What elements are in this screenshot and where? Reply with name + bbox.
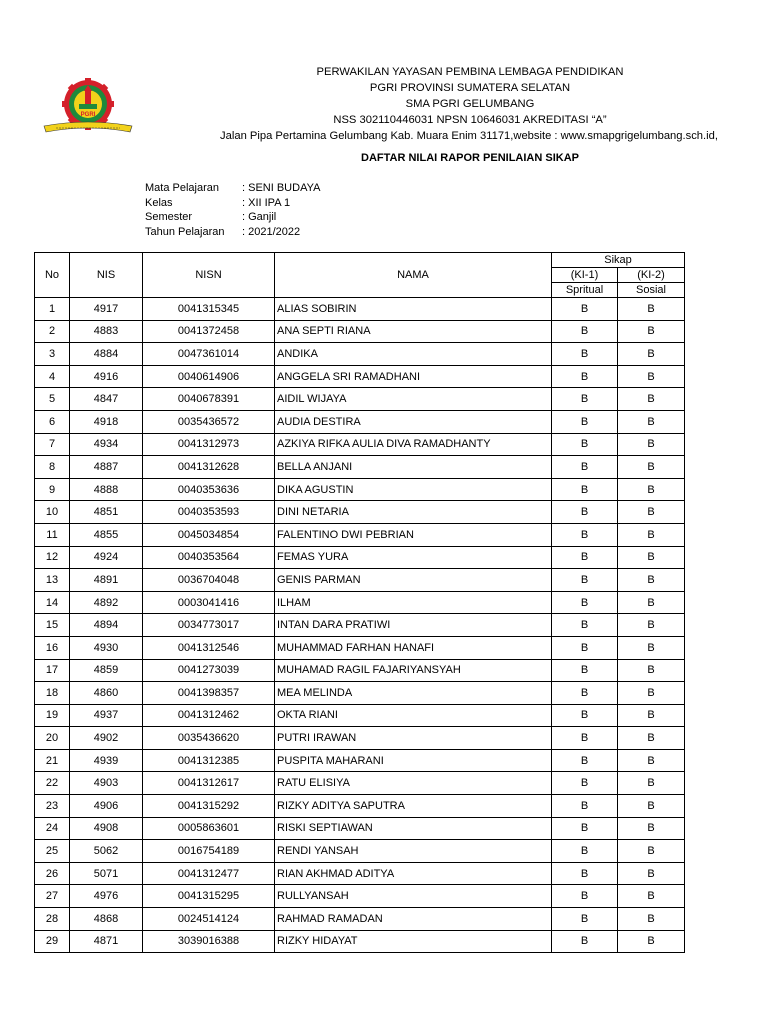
- table-row: [35, 795, 685, 818]
- cell-spiritual: B: [552, 930, 618, 953]
- header-ki2: (KI-2): [618, 268, 685, 283]
- cell-sosial: B: [618, 772, 685, 795]
- cell-nisn: 0003041416: [143, 591, 275, 614]
- cell-no: 17: [35, 659, 70, 682]
- cell-nisn: 0024514124: [143, 908, 275, 931]
- table-row: [35, 501, 685, 524]
- cell-nisn: 0040353564: [143, 546, 275, 569]
- cell-sosial: B: [618, 591, 685, 614]
- header-nama: NAMA: [275, 253, 552, 298]
- cell-sosial: B: [618, 795, 685, 818]
- meta-label: Mata Pelajaran: [145, 182, 219, 194]
- cell-nis: 4888: [70, 478, 143, 501]
- cell-nis: 4903: [70, 772, 143, 795]
- cell-sosial: B: [618, 636, 685, 659]
- table-row: [35, 591, 685, 614]
- cell-sosial: B: [618, 930, 685, 953]
- table-row: [35, 365, 685, 388]
- table-row: [35, 749, 685, 772]
- cell-sosial: B: [618, 298, 685, 321]
- cell-sosial: B: [618, 614, 685, 637]
- cell-no: 18: [35, 682, 70, 705]
- cell-no: 9: [35, 478, 70, 501]
- table-row: [35, 388, 685, 411]
- cell-no: 15: [35, 614, 70, 637]
- cell-sosial: B: [618, 840, 685, 863]
- cell-nama: RAHMAD RAMADAN: [275, 908, 552, 931]
- cell-no: 11: [35, 523, 70, 546]
- cell-nama: RIZKY ADITYA SAPUTRA: [275, 795, 552, 818]
- cell-sosial: B: [618, 523, 685, 546]
- header-line-province: PGRI PROVINSI SUMATERA SELATAN: [369, 82, 571, 94]
- cell-nis: 4860: [70, 682, 143, 705]
- cell-sosial: B: [618, 320, 685, 343]
- cell-sosial: B: [618, 908, 685, 931]
- cell-spiritual: B: [552, 388, 618, 411]
- header-line-foundation: PERWAKILAN YAYASAN PEMBINA LEMBAGA PENDIDIKAN: [316, 66, 624, 78]
- cell-no: 2: [35, 320, 70, 343]
- cell-no: 8: [35, 456, 70, 479]
- cell-no: 1: [35, 298, 70, 321]
- cell-nis: 5071: [70, 862, 143, 885]
- cell-nis: 4917: [70, 298, 143, 321]
- cell-nama: MUHAMMAD FARHAN HANAFI: [275, 636, 552, 659]
- cell-nama: RENDI YANSAH: [275, 840, 552, 863]
- cell-no: 24: [35, 817, 70, 840]
- cell-no: 29: [35, 930, 70, 953]
- cell-no: 4: [35, 365, 70, 388]
- cell-no: 14: [35, 591, 70, 614]
- header-nis: NIS: [70, 253, 143, 298]
- table-row: [35, 659, 685, 682]
- cell-nisn: 0005863601: [143, 817, 275, 840]
- cell-spiritual: B: [552, 636, 618, 659]
- meta-value: : 2021/2022: [242, 225, 301, 238]
- cell-no: 25: [35, 840, 70, 863]
- table-row: [35, 546, 685, 569]
- cell-no: 21: [35, 749, 70, 772]
- cell-nama: MEA MELINDA: [275, 682, 552, 705]
- cell-no: 28: [35, 908, 70, 931]
- cell-sosial: B: [618, 433, 685, 456]
- table-row: [35, 410, 685, 433]
- cell-nis: 4884: [70, 343, 143, 366]
- cell-no: 6: [35, 410, 70, 433]
- header-ki1: (KI-1): [552, 268, 618, 283]
- grades-table: [34, 252, 685, 953]
- cell-nis: 4939: [70, 749, 143, 772]
- meta-row-semester: [145, 210, 320, 225]
- table-row: [35, 614, 685, 637]
- table-row: [35, 817, 685, 840]
- cell-nama: AZKIYA RIFKA AULIA DIVA RAMADHANTY: [275, 433, 552, 456]
- cell-spiritual: B: [552, 772, 618, 795]
- meta-value: : Ganjil: [242, 211, 277, 223]
- cell-nis: 4871: [70, 930, 143, 953]
- cell-nisn: 0040678391: [143, 388, 275, 411]
- cell-nama: DINI NETARIA: [275, 501, 552, 524]
- meta-row-year: [145, 225, 320, 240]
- cell-sosial: B: [618, 749, 685, 772]
- cell-nis: 4906: [70, 795, 143, 818]
- cell-spiritual: B: [552, 840, 618, 863]
- header-sikap: Sikap: [552, 253, 685, 268]
- cell-spiritual: B: [552, 456, 618, 479]
- cell-nama: MUHAMAD RAGIL FAJARIYANSYAH: [275, 659, 552, 682]
- table-row: [35, 840, 685, 863]
- header-nisn: NISN: [143, 253, 275, 298]
- header-spiritual: Spritual: [552, 283, 618, 298]
- cell-spiritual: B: [552, 478, 618, 501]
- table-row: [35, 636, 685, 659]
- cell-spiritual: B: [552, 501, 618, 524]
- cell-sosial: B: [618, 885, 685, 908]
- cell-no: 3: [35, 343, 70, 366]
- cell-sosial: B: [618, 546, 685, 569]
- cell-sosial: B: [618, 501, 685, 524]
- cell-nisn: 0041312617: [143, 772, 275, 795]
- cell-spiritual: B: [552, 298, 618, 321]
- cell-nisn: 0041315295: [143, 885, 275, 908]
- table-row: [35, 682, 685, 705]
- table-row: [35, 569, 685, 592]
- cell-nisn: 0040614906: [143, 365, 275, 388]
- cell-nis: 4891: [70, 569, 143, 592]
- cell-nisn: 0041312385: [143, 749, 275, 772]
- cell-nis: 4887: [70, 456, 143, 479]
- cell-nis: 4916: [70, 365, 143, 388]
- cell-nis: 4918: [70, 410, 143, 433]
- cell-sosial: B: [618, 817, 685, 840]
- cell-nis: 4934: [70, 433, 143, 456]
- table-row: [35, 704, 685, 727]
- header-sosial: Sosial: [618, 283, 685, 298]
- pgri-logo-icon: [36, 78, 140, 136]
- cell-no: 7: [35, 433, 70, 456]
- cell-nama: FEMAS YURA: [275, 546, 552, 569]
- cell-sosial: B: [618, 682, 685, 705]
- table-row: [35, 456, 685, 479]
- table-row: [35, 320, 685, 343]
- cell-nis: 4847: [70, 388, 143, 411]
- cell-nisn: 0036704048: [143, 569, 275, 592]
- cell-spiritual: B: [552, 795, 618, 818]
- pgri-logo-text: PGRI: [80, 112, 96, 118]
- cell-nama: PUSPITA MAHARANI: [275, 749, 552, 772]
- cell-nisn: 0016754189: [143, 840, 275, 863]
- cell-spiritual: B: [552, 614, 618, 637]
- header-no: No: [35, 253, 70, 298]
- table-row: [35, 930, 685, 953]
- meta-row-subject: [145, 181, 320, 196]
- meta-value: : SENI BUDAYA: [242, 182, 321, 194]
- cell-nama: ANDIKA: [275, 343, 552, 366]
- cell-sosial: B: [618, 704, 685, 727]
- school-letterhead: [150, 64, 768, 144]
- cell-sosial: B: [618, 343, 685, 366]
- cell-nisn: 0035436620: [143, 727, 275, 750]
- cell-sosial: B: [618, 388, 685, 411]
- table-row: [35, 523, 685, 546]
- table-row: [35, 433, 685, 456]
- cell-nama: AUDIA DESTIRA: [275, 410, 552, 433]
- meta-label: Kelas: [145, 196, 173, 209]
- cell-nama: ILHAM: [275, 591, 552, 614]
- cell-nisn: 0041315292: [143, 795, 275, 818]
- cell-nisn: 0041372458: [143, 320, 275, 343]
- cell-sosial: B: [618, 569, 685, 592]
- document-title: DAFTAR NILAI RAPOR PENILAIAN SIKAP: [361, 152, 579, 164]
- cell-nis: 4855: [70, 523, 143, 546]
- cell-nisn: 0041312973: [143, 433, 275, 456]
- cell-nama: BELLA ANJANI: [275, 456, 552, 479]
- cell-spiritual: B: [552, 704, 618, 727]
- cell-no: 23: [35, 795, 70, 818]
- cell-nisn: 0041273039: [143, 659, 275, 682]
- cell-nis: 4894: [70, 614, 143, 637]
- cell-nama: RISKI SEPTIAWAN: [275, 817, 552, 840]
- cell-nama: ANGGELA SRI RAMADHANI: [275, 365, 552, 388]
- cell-nis: 4892: [70, 591, 143, 614]
- cell-spiritual: B: [552, 908, 618, 931]
- cell-sosial: B: [618, 456, 685, 479]
- meta-label: Semester: [145, 211, 193, 223]
- cell-nisn: 0041312628: [143, 456, 275, 479]
- report-meta: [145, 181, 320, 239]
- cell-nisn: 0045034854: [143, 523, 275, 546]
- cell-spiritual: B: [552, 727, 618, 750]
- cell-nisn: 0041312477: [143, 862, 275, 885]
- cell-no: 20: [35, 727, 70, 750]
- cell-sosial: B: [618, 410, 685, 433]
- cell-sosial: B: [618, 659, 685, 682]
- table-row: [35, 343, 685, 366]
- table-row: [35, 478, 685, 501]
- cell-nisn: 0041312462: [143, 704, 275, 727]
- cell-nama: GENIS PARMAN: [275, 569, 552, 592]
- cell-spiritual: B: [552, 320, 618, 343]
- cell-nis: 4908: [70, 817, 143, 840]
- cell-nama: PUTRI IRAWAN: [275, 727, 552, 750]
- cell-sosial: B: [618, 862, 685, 885]
- cell-nisn: 0034773017: [143, 614, 275, 637]
- cell-nis: 4868: [70, 908, 143, 931]
- cell-nama: OKTA RIANI: [275, 704, 552, 727]
- cell-spiritual: B: [552, 569, 618, 592]
- table-row: [35, 908, 685, 931]
- cell-nis: 4937: [70, 704, 143, 727]
- cell-sosial: B: [618, 478, 685, 501]
- cell-spiritual: B: [552, 862, 618, 885]
- header-line-accreditation: NSS 302110446031 NPSN 10646031 AKREDITASI “A”: [333, 114, 607, 126]
- cell-nisn: 0035436572: [143, 410, 275, 433]
- cell-nama: AIDIL WIJAYA: [275, 388, 552, 411]
- cell-nama: ANA SEPTI RIANA: [275, 320, 552, 343]
- table-row: [35, 862, 685, 885]
- cell-nisn: 0041312546: [143, 636, 275, 659]
- cell-nisn: 0041315345: [143, 298, 275, 321]
- cell-nisn: 0040353593: [143, 501, 275, 524]
- cell-nisn: 0041398357: [143, 682, 275, 705]
- cell-nis: 4851: [70, 501, 143, 524]
- cell-spiritual: B: [552, 682, 618, 705]
- cell-nama: DIKA AGUSTIN: [275, 478, 552, 501]
- cell-no: 13: [35, 569, 70, 592]
- table-row: [35, 727, 685, 750]
- cell-no: 27: [35, 885, 70, 908]
- cell-spiritual: B: [552, 433, 618, 456]
- cell-no: 10: [35, 501, 70, 524]
- cell-nisn: 0047361014: [143, 343, 275, 366]
- cell-nama: RULLYANSAH: [275, 885, 552, 908]
- cell-nis: 4930: [70, 636, 143, 659]
- cell-no: 12: [35, 546, 70, 569]
- cell-sosial: B: [618, 365, 685, 388]
- cell-spiritual: B: [552, 546, 618, 569]
- cell-nama: RATU ELISIYA: [275, 772, 552, 795]
- cell-nama: RIZKY HIDAYAT: [275, 930, 552, 953]
- meta-label: Tahun Pelajaran: [145, 225, 225, 238]
- cell-no: 16: [35, 636, 70, 659]
- cell-spiritual: B: [552, 343, 618, 366]
- cell-spiritual: B: [552, 591, 618, 614]
- meta-value: : XII IPA 1: [242, 196, 291, 209]
- cell-no: 22: [35, 772, 70, 795]
- table-row: [35, 885, 685, 908]
- header-line-school: SMA PGRI GELUMBANG: [405, 98, 535, 110]
- header-line-address: Jalan Pipa Pertamina Gelumbang Kab. Muara Enim 31171,website : www.smapgrigelumbang.sch.id,: [220, 130, 718, 142]
- cell-spiritual: B: [552, 365, 618, 388]
- cell-nama: FALENTINO DWI PEBRIAN: [275, 523, 552, 546]
- cell-nama: ALIAS SOBIRIN: [275, 298, 552, 321]
- cell-no: 19: [35, 704, 70, 727]
- cell-nis: 4976: [70, 885, 143, 908]
- cell-nisn: 3039016388: [143, 930, 275, 953]
- cell-nis: 4883: [70, 320, 143, 343]
- table-row: [35, 772, 685, 795]
- cell-spiritual: B: [552, 410, 618, 433]
- cell-no: 26: [35, 862, 70, 885]
- cell-spiritual: B: [552, 885, 618, 908]
- meta-row-class: [145, 196, 320, 211]
- cell-nis: 5062: [70, 840, 143, 863]
- cell-nis: 4924: [70, 546, 143, 569]
- cell-nis: 4859: [70, 659, 143, 682]
- cell-spiritual: B: [552, 659, 618, 682]
- cell-sosial: B: [618, 727, 685, 750]
- grades-table-body: [35, 298, 685, 953]
- cell-no: 5: [35, 388, 70, 411]
- cell-nama: INTAN DARA PRATIWI: [275, 614, 552, 637]
- table-row: [35, 298, 685, 321]
- cell-nama: RIAN AKHMAD ADITYA: [275, 862, 552, 885]
- cell-spiritual: B: [552, 817, 618, 840]
- cell-spiritual: B: [552, 749, 618, 772]
- cell-nis: 4902: [70, 727, 143, 750]
- cell-nisn: 0040353636: [143, 478, 275, 501]
- cell-spiritual: B: [552, 523, 618, 546]
